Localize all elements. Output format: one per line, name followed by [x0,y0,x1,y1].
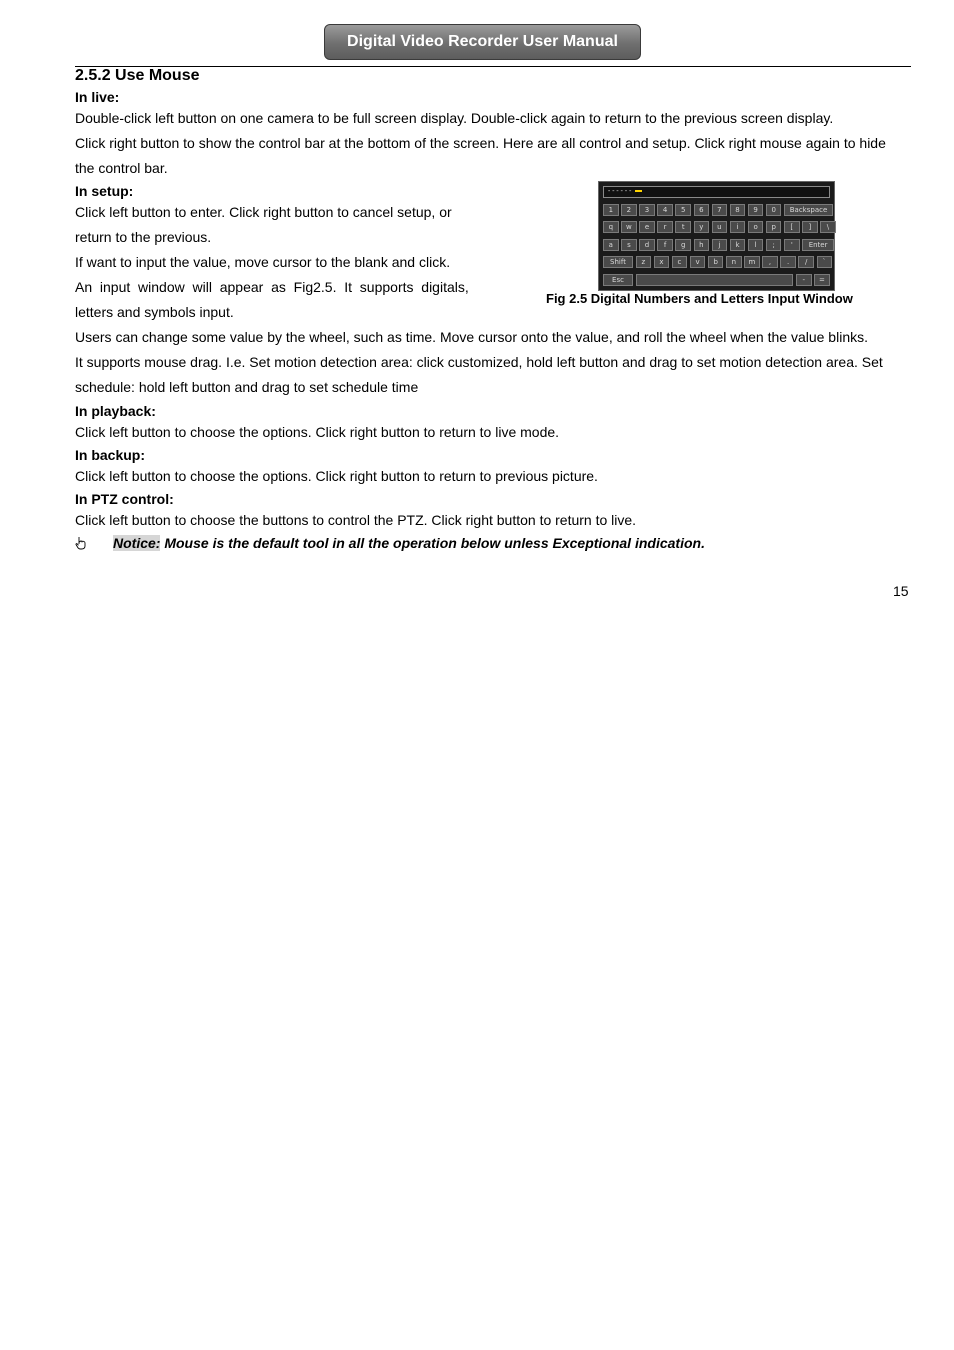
ptz-heading: In PTZ control: [75,491,174,507]
ptz-text: Click left button to choose the buttons to control the PTZ. Click right button to return to live. [75,512,637,528]
key-p[interactable]: p [766,221,782,233]
key-u[interactable]: u [712,221,728,233]
notice-text [113,535,705,551]
key-6[interactable]: 6 [694,204,710,216]
key-y[interactable]: y [694,221,710,233]
key-g[interactable]: g [675,239,691,251]
key-l[interactable]: l [748,239,764,251]
section-title: 2.5.2 Use Mouse [75,67,200,84]
key-symbol[interactable]: ; [766,239,782,251]
setup-text-2: return to the previous. [75,229,212,245]
key-1[interactable]: 1 [603,204,619,216]
live-text-3: the control bar. [75,160,168,176]
playback-text: Click left button to choose the options. Click right button to return to live mode. [75,424,560,440]
key-esc[interactable]: Esc [603,274,633,286]
key-q[interactable]: q [603,221,619,233]
setup-heading: In setup: [75,183,134,199]
key-symbol[interactable]: / [798,256,814,268]
key-7[interactable]: 7 [712,204,728,216]
key-e[interactable]: e [639,221,655,233]
setup-text-3: If want to input the value, move cursor to the blank and click. [75,254,451,270]
key-shift[interactable]: Shift [603,256,633,268]
notice-body: Mouse is the default tool in all the operation below unless Exceptional indication. [160,535,705,551]
key-0[interactable]: 0 [766,204,782,216]
backup-text: Click left button to choose the options. Click right button to return to previous picture. [75,468,598,484]
setup-text-1: Click left button to enter. Click right button to cancel setup, or [75,204,452,220]
header-divider [75,66,911,67]
key-symbol[interactable]: ` [817,256,833,268]
live-text-1: Double-click left button on one camera to be full screen display. Double-click again to return to the previous screen display. [75,110,834,126]
key-v[interactable]: v [690,256,706,268]
key-symbol[interactable]: , [762,256,778,268]
live-heading: In live: [75,89,120,105]
key-z[interactable]: z [636,256,652,268]
key-b[interactable]: b [708,256,724,268]
manual-header-badge [324,24,641,60]
key-f[interactable]: f [657,239,673,251]
manual-title: Digital Video Recorder User Manual [347,33,618,50]
backup-heading: In backup: [75,447,146,463]
keyboard-input-window [598,181,835,291]
key-symbol[interactable]: . [780,256,796,268]
key-m[interactable]: m [744,256,760,268]
keyboard-input-field: ------ [603,186,830,198]
key-j[interactable]: j [712,239,728,251]
setup-text-4: An input window will appear as Fig2.5. It supports digitals, [75,279,469,295]
key-backspace[interactable]: Backspace [784,204,833,216]
key-symbol[interactable]: [ [784,221,800,233]
key-d[interactable]: d [639,239,655,251]
hand-pointer-icon [75,536,87,553]
key-i[interactable]: i [730,221,746,233]
key-w[interactable]: w [621,221,637,233]
key-8[interactable]: 8 [730,204,746,216]
page-number: 15 [893,583,909,599]
notice-label: Notice: [113,535,161,551]
key-enter[interactable]: Enter [802,239,834,251]
key-o[interactable]: o [748,221,764,233]
key-s[interactable]: s [621,239,637,251]
key-c[interactable]: c [672,256,688,268]
key-h[interactable]: h [694,239,710,251]
setup-text-5: letters and symbols input. [75,304,234,320]
key-space[interactable] [636,274,793,286]
drag-text-1: It supports mouse drag. I.e. Set motion detection area: click customized, hold left button and drag to set motion detection area. Set [75,354,883,370]
key-2[interactable]: 2 [621,204,637,216]
key-symbol[interactable]: = [814,274,830,286]
key-symbol[interactable]: ] [802,221,818,233]
playback-heading: In playback: [75,403,156,419]
key-r[interactable]: r [657,221,673,233]
figure-caption: Fig 2.5 Digital Numbers and Letters Input Window [546,291,853,306]
text-cursor [635,190,642,192]
key-symbol[interactable]: \ [820,221,836,233]
key-5[interactable]: 5 [675,204,691,216]
key-4[interactable]: 4 [657,204,673,216]
key-x[interactable]: x [654,256,670,268]
key-3[interactable]: 3 [639,204,655,216]
key-a[interactable]: a [603,239,619,251]
key-9[interactable]: 9 [748,204,764,216]
key-k[interactable]: k [730,239,746,251]
drag-text-2: schedule: hold left button and drag to set schedule time [75,379,419,395]
key-symbol[interactable]: ' [784,239,800,251]
wheel-text: Users can change some value by the wheel, such as time. Move cursor onto the value, and roll the wheel when the value blinks. [75,329,868,345]
key-t[interactable]: t [675,221,691,233]
live-text-2: Click right button to show the control bar at the bottom of the screen. Here are all control and setup. Click right mouse again to hide [75,135,886,151]
key-n[interactable]: n [726,256,742,268]
key-symbol[interactable]: - [796,274,812,286]
